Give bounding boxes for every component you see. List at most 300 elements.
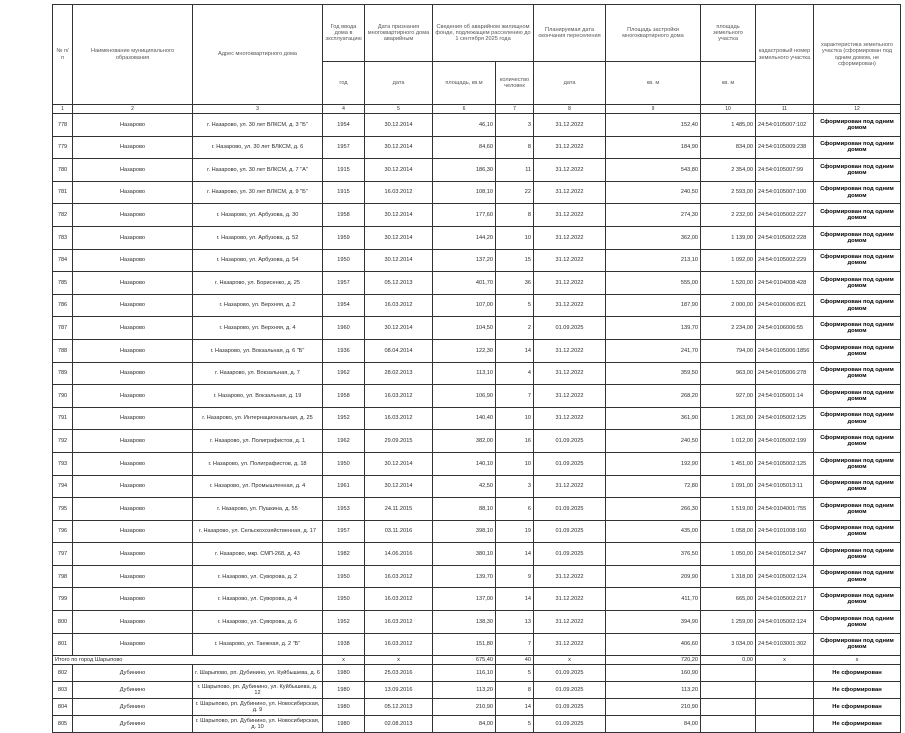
building-area-cell: 72,80 xyxy=(606,475,701,498)
cadastral-cell: 24:54:0105002:199 xyxy=(756,430,814,453)
emergency-date-cell: 16.03.2012 xyxy=(365,385,433,408)
year-cell: 1961 xyxy=(323,475,365,498)
subtotal-year: x xyxy=(323,656,365,665)
subtotal-end: x xyxy=(534,656,606,665)
cadastral-cell: 24:54:0105001:14 xyxy=(756,385,814,408)
year-cell: 1962 xyxy=(323,430,365,453)
cadastral-cell: 24:54:0105002:125 xyxy=(756,407,814,430)
address-cell: г. Назарово, ул. Полиграфистов, д. 1 xyxy=(193,430,323,453)
row-number: 788 xyxy=(53,339,73,362)
municipality-cell: Дубинино xyxy=(73,716,193,733)
year-cell: 1958 xyxy=(323,385,365,408)
address-cell: г. Назарово, ул. Вокзальная, д. 6 "Б" xyxy=(193,339,323,362)
building-area-cell: 241,70 xyxy=(606,339,701,362)
row-number: 782 xyxy=(53,204,73,227)
characteristic-cell: Сформирован под одним домом xyxy=(814,362,901,385)
year-cell: 1960 xyxy=(323,317,365,340)
characteristic-cell: Сформирован под одним домом xyxy=(814,452,901,475)
characteristic-cell: Сформирован под одним домом xyxy=(814,339,901,362)
land-area-cell: 1 012,00 xyxy=(701,430,756,453)
year-cell: 1952 xyxy=(323,611,365,634)
characteristic-cell: Сформирован под одним домом xyxy=(814,475,901,498)
building-area-cell: 543,80 xyxy=(606,159,701,182)
table-body-dubinino xyxy=(53,665,901,733)
characteristic-cell: Сформирован под одним домом xyxy=(814,633,901,656)
subtotal-label: Итого по город Шарыпово xyxy=(53,656,323,665)
address-cell: г. Назарово, мкр. СМП-268, д. 43 xyxy=(193,543,323,566)
row-number: 789 xyxy=(53,362,73,385)
year-cell: 1980 xyxy=(323,682,365,699)
building-area-cell: 113,20 xyxy=(606,682,701,699)
characteristic-cell: Сформирован под одним домом xyxy=(814,498,901,521)
people-cell: 8 xyxy=(496,204,534,227)
people-cell: 5 xyxy=(496,665,534,682)
address-cell: г. Назарово, ул. Суворова, д. 6 xyxy=(193,611,323,634)
planned-date-cell: 01.09.2025 xyxy=(534,317,606,340)
municipality-cell: Дубинино xyxy=(73,682,193,699)
municipality-cell: Назарово xyxy=(73,249,193,272)
planned-date-cell: 31.12.2022 xyxy=(534,294,606,317)
header-land-area: площадь земельного участка xyxy=(701,5,756,62)
land-area-cell: 2 354,00 xyxy=(701,159,756,182)
col-num: 5 xyxy=(365,105,433,114)
cadastral-cell: 24:54:0105013:11 xyxy=(756,475,814,498)
characteristic-cell: Сформирован под одним домом xyxy=(814,407,901,430)
municipality-cell: Назарово xyxy=(73,385,193,408)
land-area-cell: 1 520,00 xyxy=(701,272,756,295)
building-area-cell: 84,00 xyxy=(606,716,701,733)
address-cell: г. Назарово, ул. 30 лет ВЛКСМ, д. 7 "А" xyxy=(193,159,323,182)
area-cell: 382,00 xyxy=(433,430,496,453)
year-cell: 1980 xyxy=(323,665,365,682)
table-body-nazarovo xyxy=(53,114,901,656)
people-cell: 7 xyxy=(496,385,534,408)
address-cell: г. Назарово, ул. Интернациональная, д. 25 xyxy=(193,407,323,430)
year-cell: 1915 xyxy=(323,181,365,204)
sub-planned: дата xyxy=(534,62,606,105)
building-area-cell: 192,90 xyxy=(606,452,701,475)
planned-date-cell: 31.12.2022 xyxy=(534,226,606,249)
planned-date-cell: 31.12.2022 xyxy=(534,272,606,295)
header-address: Адрес многоквартирного дома xyxy=(193,5,323,105)
sub-date: дата xyxy=(365,62,433,105)
cadastral-cell: 24:54:0105009:238 xyxy=(756,136,814,159)
year-cell: 1957 xyxy=(323,520,365,543)
land-area-cell: 1 318,00 xyxy=(701,565,756,588)
characteristic-cell: Сформирован под одним домом xyxy=(814,611,901,634)
col-num: 12 xyxy=(814,105,901,114)
area-cell: 151,80 xyxy=(433,633,496,656)
people-cell: 36 xyxy=(496,272,534,295)
building-area-cell: 240,50 xyxy=(606,181,701,204)
characteristic-cell: Не сформирован xyxy=(814,716,901,733)
municipality-cell: Назарово xyxy=(73,362,193,385)
land-area-cell: 1 058,00 xyxy=(701,520,756,543)
municipality-cell: Дубинино xyxy=(73,699,193,716)
area-cell: 144,20 xyxy=(433,226,496,249)
cadastral-cell: 24:54:0105007:100 xyxy=(756,181,814,204)
planned-date-cell: 31.12.2022 xyxy=(534,136,606,159)
subtotal-chr: x xyxy=(814,656,901,665)
year-cell: 1958 xyxy=(323,204,365,227)
emergency-date-cell: 08.04.2014 xyxy=(365,339,433,362)
emergency-date-cell: 28.02.2013 xyxy=(365,362,433,385)
header-emergency-date: Дата признания многоквартирного дома аварийным xyxy=(365,5,433,62)
address-cell: г. Назарово, ул. Промышленная, д. 4 xyxy=(193,475,323,498)
address-cell: г. Назарово, ул. 30 лет ВЛКСМ, д. 3 "Б" xyxy=(193,114,323,137)
land-area-cell: 963,00 xyxy=(701,362,756,385)
building-area-cell: 376,50 xyxy=(606,543,701,566)
cadastral-cell: 24:54:0106006:821 xyxy=(756,294,814,317)
area-cell: 113,10 xyxy=(433,362,496,385)
row-number: 802 xyxy=(53,665,73,682)
characteristic-cell: Сформирован под одним домом xyxy=(814,159,901,182)
table-row xyxy=(53,249,901,272)
address-cell: г. Назарово, ул. 30 лет ВЛКСМ, д. 9 "Б" xyxy=(193,181,323,204)
emergency-date-cell: 30.12.2014 xyxy=(365,114,433,137)
table-row xyxy=(53,588,901,611)
table-row xyxy=(53,699,901,716)
table-row xyxy=(53,498,901,521)
table-row xyxy=(53,665,901,682)
sub-people: количество человек xyxy=(496,62,534,105)
characteristic-cell: Сформирован под одним домом xyxy=(814,204,901,227)
cadastral-cell: 24:54:0105002:228 xyxy=(756,226,814,249)
area-cell: 113,20 xyxy=(433,682,496,699)
row-number: 805 xyxy=(53,716,73,733)
table-row xyxy=(53,136,901,159)
people-cell: 6 xyxy=(496,498,534,521)
people-cell: 10 xyxy=(496,452,534,475)
characteristic-cell: Не сформирован xyxy=(814,682,901,699)
col-num: 3 xyxy=(193,105,323,114)
header-municipality: Наименование муниципального образования xyxy=(73,5,193,105)
year-cell: 1962 xyxy=(323,362,365,385)
emergency-date-cell: 30.12.2014 xyxy=(365,136,433,159)
people-cell: 3 xyxy=(496,475,534,498)
municipality-cell: Назарово xyxy=(73,181,193,204)
row-number: 803 xyxy=(53,682,73,699)
people-cell: 8 xyxy=(496,136,534,159)
municipality-cell: Назарово xyxy=(73,294,193,317)
year-cell: 1954 xyxy=(323,114,365,137)
area-cell: 107,00 xyxy=(433,294,496,317)
land-area-cell: 1 519,00 xyxy=(701,498,756,521)
characteristic-cell: Сформирован под одним домом xyxy=(814,430,901,453)
row-number: 794 xyxy=(53,475,73,498)
col-num: 2 xyxy=(73,105,193,114)
emergency-date-cell: 30.12.2014 xyxy=(365,226,433,249)
year-cell: 1950 xyxy=(323,452,365,475)
people-cell: 14 xyxy=(496,588,534,611)
people-cell: 4 xyxy=(496,362,534,385)
emergency-date-cell: 30.12.2014 xyxy=(365,159,433,182)
col-num: 6 xyxy=(433,105,496,114)
land-area-cell: 1 139,00 xyxy=(701,226,756,249)
cadastral-cell: 24:54:0105002:229 xyxy=(756,249,814,272)
table-row xyxy=(53,716,901,733)
area-cell: 84,60 xyxy=(433,136,496,159)
cadastral-cell: 24:54:0105002:125 xyxy=(756,452,814,475)
building-area-cell: 406,60 xyxy=(606,633,701,656)
document-sheet xyxy=(52,4,900,733)
people-cell: 5 xyxy=(496,294,534,317)
table-row xyxy=(53,114,901,137)
cadastral-cell: 24:54:0105007:99 xyxy=(756,159,814,182)
people-cell: 2 xyxy=(496,317,534,340)
year-cell: 1950 xyxy=(323,249,365,272)
emergency-date-cell: 05.12.2013 xyxy=(365,272,433,295)
cadastral-cell: 24:54:0105006:1856 xyxy=(756,339,814,362)
planned-date-cell: 31.12.2022 xyxy=(534,181,606,204)
land-area-cell: 665,00 xyxy=(701,588,756,611)
header-land-characteristic: характеристика земельного участка (сформирован под одним домом, не сформирован) xyxy=(814,5,901,105)
row-number: 799 xyxy=(53,588,73,611)
building-area-cell: 359,50 xyxy=(606,362,701,385)
table-subtotal xyxy=(53,656,901,665)
sub-building: кв. м xyxy=(606,62,701,105)
year-cell: 1957 xyxy=(323,272,365,295)
address-cell: г. Назарово, ул. Арбузова, д. 54 xyxy=(193,249,323,272)
header-cadastral: кадастровый номер земельного участка xyxy=(756,5,814,105)
planned-date-cell: 01.09.2025 xyxy=(534,430,606,453)
cadastral-cell: 24:54:0104001:755 xyxy=(756,498,814,521)
planned-date-cell: 31.12.2022 xyxy=(534,611,606,634)
municipality-cell: Назарово xyxy=(73,407,193,430)
area-cell: 116,10 xyxy=(433,665,496,682)
cadastral-cell: 24:54:0103001:302 xyxy=(756,633,814,656)
cadastral-cell: 24:54:0105006:278 xyxy=(756,362,814,385)
area-cell: 104,50 xyxy=(433,317,496,340)
municipality-cell: Назарово xyxy=(73,498,193,521)
row-number: 793 xyxy=(53,452,73,475)
address-cell: г. Назарово, ул. Сельскохозяйственная, д. 17 xyxy=(193,520,323,543)
area-cell: 210,90 xyxy=(433,699,496,716)
year-cell: 1950 xyxy=(323,565,365,588)
year-cell: 1980 xyxy=(323,699,365,716)
address-cell: г. Назарово, ул. Пушкина, д. 55 xyxy=(193,498,323,521)
people-cell: 14 xyxy=(496,699,534,716)
col-num: 1 xyxy=(53,105,73,114)
year-cell: 1915 xyxy=(323,159,365,182)
area-cell: 177,60 xyxy=(433,204,496,227)
building-area-cell: 362,00 xyxy=(606,226,701,249)
area-cell: 106,90 xyxy=(433,385,496,408)
row-number: 780 xyxy=(53,159,73,182)
year-cell: 1959 xyxy=(323,226,365,249)
building-area-cell: 394,90 xyxy=(606,611,701,634)
people-cell: 3 xyxy=(496,114,534,137)
emergency-date-cell: 16.03.2012 xyxy=(365,294,433,317)
planned-date-cell: 01.09.2025 xyxy=(534,498,606,521)
address-cell: г. Назарово, ул. Вокзальная, д. 19 xyxy=(193,385,323,408)
area-cell: 186,30 xyxy=(433,159,496,182)
emergency-date-cell: 16.03.2012 xyxy=(365,565,433,588)
cadastral-cell: 24:54:0101008:160 xyxy=(756,520,814,543)
emergency-date-cell: 30.12.2014 xyxy=(365,475,433,498)
characteristic-cell: Сформирован под одним домом xyxy=(814,249,901,272)
land-area-cell: 927,00 xyxy=(701,385,756,408)
emergency-date-cell: 30.12.2014 xyxy=(365,317,433,340)
cadastral-cell: 24:54:0106006:55 xyxy=(756,317,814,340)
characteristic-cell: Сформирован под одним домом xyxy=(814,317,901,340)
table-row xyxy=(53,565,901,588)
people-cell: 7 xyxy=(496,633,534,656)
address-cell: г. Назарово, ул. Верхняя, д. 2 xyxy=(193,294,323,317)
building-area-cell: 274,30 xyxy=(606,204,701,227)
row-number: 784 xyxy=(53,249,73,272)
land-area-cell: 2 593,00 xyxy=(701,181,756,204)
characteristic-cell: Сформирован под одним домом xyxy=(814,520,901,543)
people-cell: 8 xyxy=(496,682,534,699)
characteristic-cell: Не сформирован xyxy=(814,699,901,716)
land-area-cell: 1 092,00 xyxy=(701,249,756,272)
emergency-date-cell: 13.09.2016 xyxy=(365,682,433,699)
municipality-cell: Назарово xyxy=(73,475,193,498)
address-cell: г. Назарово, ул. Арбузова, д. 30 xyxy=(193,204,323,227)
table-row xyxy=(53,520,901,543)
municipality-cell: Назарово xyxy=(73,520,193,543)
area-cell: 140,40 xyxy=(433,407,496,430)
building-area-cell: 268,20 xyxy=(606,385,701,408)
area-cell: 137,20 xyxy=(433,249,496,272)
land-area-cell: 1 259,00 xyxy=(701,611,756,634)
land-area-cell: 1 451,00 xyxy=(701,452,756,475)
building-area-cell: 139,70 xyxy=(606,317,701,340)
planned-date-cell: 01.09.2025 xyxy=(534,665,606,682)
building-area-cell: 240,50 xyxy=(606,430,701,453)
col-num: 4 xyxy=(323,105,365,114)
table-row xyxy=(53,452,901,475)
year-cell: 1982 xyxy=(323,543,365,566)
building-area-cell: 361,90 xyxy=(606,407,701,430)
area-cell: 42,50 xyxy=(433,475,496,498)
sub-area: площадь, кв.м xyxy=(433,62,496,105)
cadastral-cell xyxy=(756,682,814,699)
characteristic-cell: Сформирован под одним домом xyxy=(814,181,901,204)
planned-date-cell: 31.12.2022 xyxy=(534,362,606,385)
land-area-cell: 3 034,00 xyxy=(701,633,756,656)
people-cell: 10 xyxy=(496,407,534,430)
building-area-cell: 209,90 xyxy=(606,565,701,588)
land-area-cell xyxy=(701,716,756,733)
address-cell: г. Шарыпово, рп. Дубинино, ул. Новосибирская, д. 10 xyxy=(193,716,323,733)
row-number: 792 xyxy=(53,430,73,453)
characteristic-cell: Сформирован под одним домом xyxy=(814,272,901,295)
emergency-date-cell: 16.03.2012 xyxy=(365,407,433,430)
people-cell: 14 xyxy=(496,339,534,362)
emergency-date-cell: 30.12.2014 xyxy=(365,452,433,475)
planned-date-cell: 31.12.2022 xyxy=(534,159,606,182)
building-area-cell: 555,00 xyxy=(606,272,701,295)
column-numbers-row xyxy=(53,105,901,114)
header-row xyxy=(53,5,901,62)
land-area-cell: 1 485,00 xyxy=(701,114,756,137)
table-row xyxy=(53,407,901,430)
building-area-cell: 213,10 xyxy=(606,249,701,272)
building-area-cell: 266,30 xyxy=(606,498,701,521)
address-cell: г. Назарово, ул. Борисенко, д. 25 xyxy=(193,272,323,295)
emergency-date-cell: 24.11.2015 xyxy=(365,498,433,521)
subtotal-people: 40 xyxy=(496,656,534,665)
land-area-cell: 1 050,00 xyxy=(701,543,756,566)
emergency-date-cell: 05.12.2013 xyxy=(365,699,433,716)
municipality-cell: Назарово xyxy=(73,588,193,611)
area-cell: 84,00 xyxy=(433,716,496,733)
area-cell: 401,70 xyxy=(433,272,496,295)
planned-date-cell: 01.09.2025 xyxy=(534,682,606,699)
row-number: 778 xyxy=(53,114,73,137)
building-area-cell: 184,90 xyxy=(606,136,701,159)
cadastral-cell xyxy=(756,699,814,716)
row-number: 783 xyxy=(53,226,73,249)
characteristic-cell: Сформирован под одним домом xyxy=(814,543,901,566)
area-cell: 88,10 xyxy=(433,498,496,521)
land-area-cell: 2 000,00 xyxy=(701,294,756,317)
municipality-cell: Назарово xyxy=(73,339,193,362)
cadastral-cell: 24:54:0105002:124 xyxy=(756,565,814,588)
emergency-date-cell: 16.03.2012 xyxy=(365,633,433,656)
people-cell: 22 xyxy=(496,181,534,204)
row-number: 797 xyxy=(53,543,73,566)
area-cell: 137,00 xyxy=(433,588,496,611)
emergency-date-cell: 16.03.2012 xyxy=(365,181,433,204)
planned-date-cell: 01.09.2025 xyxy=(534,699,606,716)
people-cell: 5 xyxy=(496,716,534,733)
planned-date-cell: 01.09.2025 xyxy=(534,520,606,543)
people-cell: 16 xyxy=(496,430,534,453)
table-row xyxy=(53,181,901,204)
row-number: 796 xyxy=(53,520,73,543)
land-area-cell: 2 232,00 xyxy=(701,204,756,227)
building-area-cell: 152,40 xyxy=(606,114,701,137)
people-cell: 13 xyxy=(496,611,534,634)
municipality-cell: Назарово xyxy=(73,114,193,137)
table-row xyxy=(53,362,901,385)
table-row xyxy=(53,385,901,408)
municipality-cell: Назарово xyxy=(73,430,193,453)
building-area-cell: 411,70 xyxy=(606,588,701,611)
cadastral-cell xyxy=(756,716,814,733)
emergency-date-cell: 16.03.2012 xyxy=(365,588,433,611)
row-number: 804 xyxy=(53,699,73,716)
subtotal-row xyxy=(53,656,901,665)
table-row xyxy=(53,226,901,249)
planned-date-cell: 01.09.2025 xyxy=(534,543,606,566)
municipality-cell: Назарово xyxy=(73,633,193,656)
year-cell: 1980 xyxy=(323,716,365,733)
land-area-cell: 1 263,00 xyxy=(701,407,756,430)
characteristic-cell: Сформирован под одним домом xyxy=(814,136,901,159)
cadastral-cell: 24:54:0105002:227 xyxy=(756,204,814,227)
characteristic-cell: Сформирован под одним домом xyxy=(814,565,901,588)
address-cell: г. Назарово, ул. Верхняя, д. 4 xyxy=(193,317,323,340)
emergency-date-cell: 25.03.2016 xyxy=(365,665,433,682)
planned-date-cell: 31.12.2022 xyxy=(534,407,606,430)
planned-date-cell: 01.09.2025 xyxy=(534,716,606,733)
people-cell: 15 xyxy=(496,249,534,272)
building-area-cell: 210,90 xyxy=(606,699,701,716)
table-row xyxy=(53,294,901,317)
planned-date-cell: 31.12.2022 xyxy=(534,249,606,272)
row-number: 779 xyxy=(53,136,73,159)
area-cell: 139,70 xyxy=(433,565,496,588)
cadastral-cell: 24:54:0105002:217 xyxy=(756,588,814,611)
table-row xyxy=(53,339,901,362)
address-cell: г. Назарово, ул. Арбузова, д. 52 xyxy=(193,226,323,249)
municipality-cell: Назарово xyxy=(73,543,193,566)
cadastral-cell: 24:54:0105007:102 xyxy=(756,114,814,137)
